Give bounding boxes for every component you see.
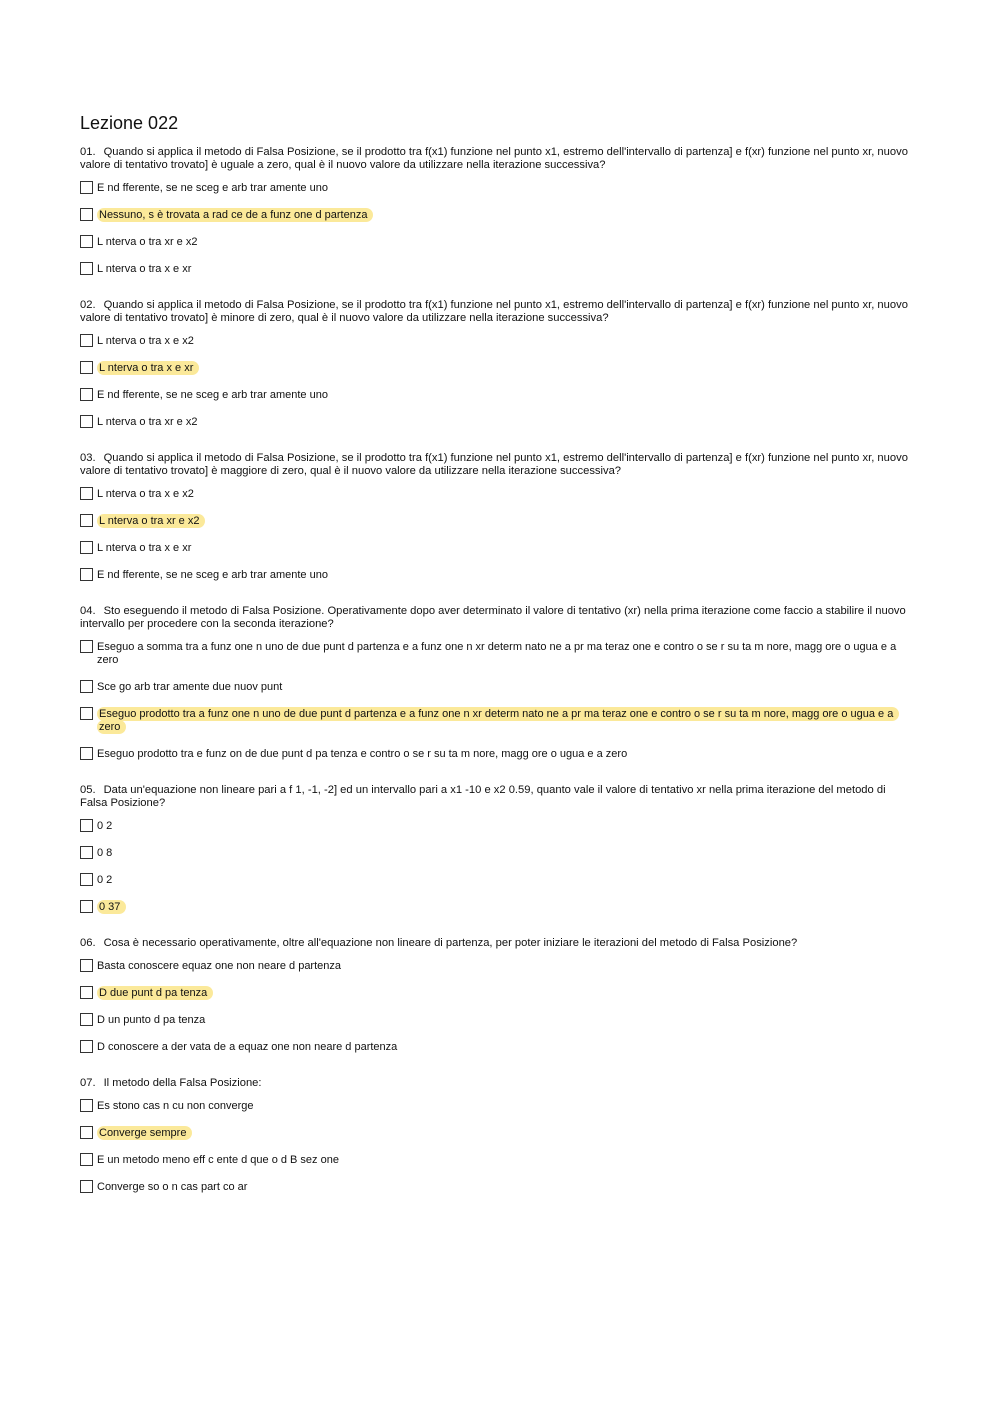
question-2 bbox=[80, 299, 916, 429]
question-text bbox=[80, 146, 916, 172]
question-number: 04. bbox=[80, 605, 96, 617]
checkbox[interactable] bbox=[80, 361, 93, 374]
question-number: 05. bbox=[80, 784, 96, 796]
checkbox[interactable] bbox=[80, 846, 93, 859]
checkbox[interactable] bbox=[80, 208, 93, 221]
answer-label: 0 2 bbox=[97, 820, 113, 832]
checkbox[interactable] bbox=[80, 1153, 93, 1166]
checkbox[interactable] bbox=[80, 487, 93, 500]
question-text bbox=[80, 452, 916, 478]
checkbox[interactable] bbox=[80, 986, 93, 999]
checkbox[interactable] bbox=[80, 334, 93, 347]
question-list bbox=[80, 146, 916, 1194]
question-body: Quando si applica il metodo di Falsa Posizione, se il prodotto tra f(x1) funzione nel punto x1, estremo dell'intervallo di partenza] e f(xr) funzione nel punto xr, nuovo valore di tentativo trovato] è uguale a zero, qual è il nuovo valore da utilizzare nella iterazione successiva? bbox=[80, 146, 908, 171]
answer-option[interactable] bbox=[80, 1154, 916, 1167]
answer-option[interactable] bbox=[80, 263, 916, 276]
answer-label: L nterva o tra x e xr bbox=[97, 263, 192, 275]
checkbox[interactable] bbox=[80, 415, 93, 428]
answer-option[interactable] bbox=[80, 847, 916, 860]
question-number: 03. bbox=[80, 452, 96, 464]
question-1 bbox=[80, 146, 916, 276]
answer-option[interactable] bbox=[80, 1127, 916, 1140]
answer-option[interactable] bbox=[80, 1100, 916, 1113]
question-number: 06. bbox=[80, 937, 96, 949]
checkbox[interactable] bbox=[80, 388, 93, 401]
answer-label-highlighted: D due punt d pa tenza bbox=[97, 986, 213, 1000]
question-number: 02. bbox=[80, 299, 96, 311]
answer-label-highlighted: 0 37 bbox=[97, 900, 126, 914]
answer-option[interactable] bbox=[80, 515, 916, 528]
page-title: Lezione 022 bbox=[80, 113, 179, 133]
answer-option[interactable] bbox=[80, 708, 916, 734]
question-number: 01. bbox=[80, 146, 96, 158]
checkbox[interactable] bbox=[80, 680, 93, 693]
answer-option[interactable] bbox=[80, 416, 916, 429]
answer-option[interactable] bbox=[80, 182, 916, 195]
question-5 bbox=[80, 784, 916, 914]
checkbox[interactable] bbox=[80, 819, 93, 832]
answer-label: L nterva o tra x e x2 bbox=[97, 335, 194, 347]
checkbox[interactable] bbox=[80, 747, 93, 760]
answer-label: E nd fferente, se ne sceg e arb trar amente uno bbox=[97, 569, 328, 581]
checkbox[interactable] bbox=[80, 873, 93, 886]
checkbox[interactable] bbox=[80, 568, 93, 581]
answer-option[interactable] bbox=[80, 1041, 916, 1054]
question-number: 07. bbox=[80, 1077, 96, 1089]
answer-label: 0 2 bbox=[97, 874, 113, 886]
answer-label: D conoscere a der vata de a equaz one non neare d partenza bbox=[97, 1041, 398, 1053]
answer-option[interactable] bbox=[80, 820, 916, 833]
question-body: Cosa è necessario operativamente, oltre all'equazione non lineare di partenza, per poter iniziare le iterazioni del metodo di Falsa Posizione? bbox=[103, 937, 798, 949]
answer-option[interactable] bbox=[80, 681, 916, 694]
answer-option[interactable] bbox=[80, 1181, 916, 1194]
question-text bbox=[80, 1077, 916, 1090]
question-7 bbox=[80, 1077, 916, 1194]
answer-option[interactable] bbox=[80, 641, 916, 667]
checkbox[interactable] bbox=[80, 1099, 93, 1112]
checkbox[interactable] bbox=[80, 959, 93, 972]
answer-label: Sce go arb trar amente due nuov punt bbox=[97, 681, 283, 693]
answer-option[interactable] bbox=[80, 960, 916, 973]
answer-label: Eseguo prodotto tra e funz on de due punt d pa tenza e contro o se r su ta m nore, magg ore o ugua e a zero bbox=[97, 748, 628, 760]
answer-label-highlighted: L nterva o tra x e xr bbox=[97, 361, 199, 375]
checkbox[interactable] bbox=[80, 640, 93, 653]
question-body: Quando si applica il metodo di Falsa Posizione, se il prodotto tra f(x1) funzione nel punto x1, estremo dell'intervallo di partenza] e f(xr) funzione nel punto xr, nuovo valore di tentativo trovato] è maggiore di zero, qual è il nuovo valore da utilizzare nella iterazione successiva? bbox=[80, 452, 908, 477]
page-content bbox=[80, 113, 916, 1217]
answer-label: Basta conoscere equaz one non neare d partenza bbox=[97, 960, 342, 972]
checkbox[interactable] bbox=[80, 1040, 93, 1053]
answer-label-highlighted: L nterva o tra xr e x2 bbox=[97, 514, 205, 528]
answer-label: 0 8 bbox=[97, 847, 113, 859]
answer-label: L nterva o tra x e xr bbox=[97, 542, 192, 554]
question-body: Il metodo della Falsa Posizione: bbox=[103, 1077, 262, 1089]
answer-option[interactable] bbox=[80, 542, 916, 555]
question-body: Sto eseguendo il metodo di Falsa Posizione. Operativamente dopo aver determinato il valore di tentativo (xr) nella prima iterazione come faccio a stabilire il nuovo intervallo per procedere con la seconda iterazione? bbox=[80, 605, 906, 630]
checkbox[interactable] bbox=[80, 707, 93, 720]
answer-label: E nd fferente, se ne sceg e arb trar amente uno bbox=[97, 182, 328, 194]
checkbox[interactable] bbox=[80, 541, 93, 554]
answer-option[interactable] bbox=[80, 362, 916, 375]
answer-option[interactable] bbox=[80, 987, 916, 1000]
checkbox[interactable] bbox=[80, 1126, 93, 1139]
answer-option[interactable] bbox=[80, 335, 916, 348]
answer-option[interactable] bbox=[80, 748, 916, 761]
answer-label: Converge so o n cas part co ar bbox=[97, 1181, 248, 1193]
question-3 bbox=[80, 452, 916, 582]
answer-label: D un punto d pa tenza bbox=[97, 1014, 206, 1026]
answer-option[interactable] bbox=[80, 209, 916, 222]
answer-option[interactable] bbox=[80, 569, 916, 582]
question-4 bbox=[80, 605, 916, 761]
answer-label-highlighted: Eseguo prodotto tra a funz one n uno de due punt d partenza e a funz one n xr determ nato ne a pr ma teraz one e contro o se r su ta m nore, magg ore o ugua e a zero bbox=[97, 707, 899, 734]
checkbox[interactable] bbox=[80, 514, 93, 527]
answer-label: E un metodo meno eff c ente d que o d B sez one bbox=[97, 1154, 339, 1166]
answer-option[interactable] bbox=[80, 389, 916, 402]
checkbox[interactable] bbox=[80, 1013, 93, 1026]
checkbox[interactable] bbox=[80, 262, 93, 275]
answer-label: Eseguo a somma tra a funz one n uno de due punt d partenza e a funz one n xr determ nato ne a pr ma teraz one e contro o se r su ta m nore, magg ore o ugua e a zero bbox=[97, 641, 897, 666]
question-6 bbox=[80, 937, 916, 1054]
question-text bbox=[80, 937, 916, 950]
answer-label-highlighted: Nessuno, s è trovata a rad ce de a funz one d partenza bbox=[97, 208, 373, 222]
answer-label: L nterva o tra xr e x2 bbox=[97, 416, 198, 428]
checkbox[interactable] bbox=[80, 1180, 93, 1193]
checkbox[interactable] bbox=[80, 235, 93, 248]
answer-option[interactable] bbox=[80, 1014, 916, 1027]
question-text bbox=[80, 605, 916, 631]
answer-label: E nd fferente, se ne sceg e arb trar amente uno bbox=[97, 389, 328, 401]
checkbox[interactable] bbox=[80, 181, 93, 194]
question-text bbox=[80, 784, 916, 810]
answer-option[interactable] bbox=[80, 874, 916, 887]
answer-label-highlighted: Converge sempre bbox=[97, 1126, 192, 1140]
question-text bbox=[80, 299, 916, 325]
question-body: Data un'equazione non lineare pari a f 1, -1, -2] ed un intervallo pari a x1 -10 e x2 0.59, quanto vale il valore di tentativo xr nella prima iterazione del metodo di Falsa Posizione? bbox=[80, 784, 886, 809]
checkbox[interactable] bbox=[80, 900, 93, 913]
answer-option[interactable] bbox=[80, 901, 916, 914]
answer-option[interactable] bbox=[80, 236, 916, 249]
answer-label: Es stono cas n cu non converge bbox=[97, 1100, 254, 1112]
answer-label: L nterva o tra x e x2 bbox=[97, 488, 194, 500]
question-body: Quando si applica il metodo di Falsa Posizione, se il prodotto tra f(x1) funzione nel punto x1, estremo dell'intervallo di partenza] e f(xr) funzione nel punto xr, nuovo valore di tentativo trovato] è minore di zero, qual è il nuovo valore da utilizzare nella iterazione successiva? bbox=[80, 299, 908, 324]
answer-label: L nterva o tra xr e x2 bbox=[97, 236, 198, 248]
answer-option[interactable] bbox=[80, 488, 916, 501]
